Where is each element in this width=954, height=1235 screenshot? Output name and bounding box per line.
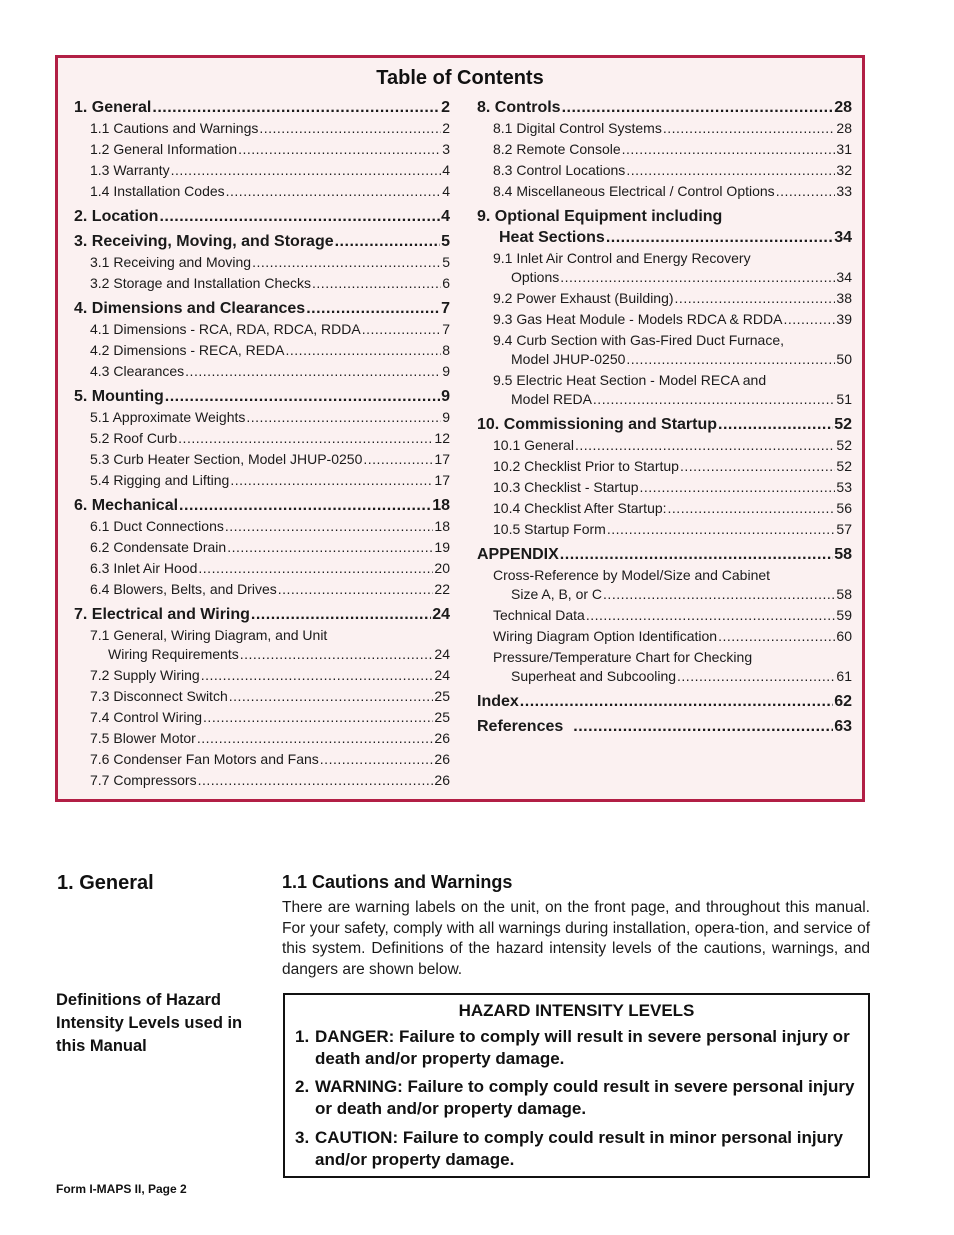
toc-dot-leader: [560, 269, 835, 285]
toc-subsection-entry: [493, 437, 852, 453]
toc-entry-title: 5. Mounting: [74, 388, 164, 405]
toc-dot-leader: [179, 497, 431, 515]
toc-page-number: 20: [434, 560, 450, 576]
toc-subsection-entry: [493, 332, 852, 348]
toc-dot-leader: [246, 409, 441, 425]
toc-page-number: 24: [432, 606, 450, 623]
toc-entry-title: 5.1 Approximate Weights: [90, 409, 246, 425]
toc-subsection-entry: [511, 269, 852, 285]
toc-dot-leader: [626, 162, 835, 178]
toc-page-number: 7: [441, 300, 450, 317]
toc-entry-title: Options: [511, 269, 560, 285]
toc-section-entry: [477, 693, 852, 711]
toc-page-number: 12: [434, 430, 450, 446]
toc-entry-title: Model JHUP-0250: [511, 351, 626, 367]
toc-dot-leader: [677, 668, 835, 684]
toc-entry-title: 7.2 Supply Wiring: [90, 667, 200, 683]
toc-dot-leader: [229, 688, 434, 704]
toc-page-number: 58: [834, 546, 852, 563]
toc-entry-title: Model REDA: [511, 391, 592, 407]
toc-page-number: 4: [442, 183, 450, 199]
toc-entry-title: 4.3 Clearances: [90, 363, 185, 379]
hazard-item-text: CAUTION: Failure to comply could result in minor personal injury and/or property damage.: [315, 1128, 844, 1169]
toc-entry-title: 8.2 Remote Console: [493, 141, 621, 157]
toc-dot-leader: [198, 772, 434, 788]
toc-entry-title: References: [477, 718, 564, 735]
toc-entry-title: 10.5 Startup Form: [493, 521, 606, 537]
toc-entry-title: Cross-Reference by Model/Size and Cabinet: [493, 567, 771, 583]
toc-title: Table of Contents: [376, 67, 544, 89]
toc-page-number: 17: [434, 472, 450, 488]
toc-dot-leader: [607, 521, 836, 537]
toc-entry-title: Wiring Requirements: [108, 646, 239, 662]
toc-entry-title: 6.4 Blowers, Belts, and Drives: [90, 581, 277, 597]
toc-page-number: 9: [441, 388, 450, 405]
toc-entry-title: Pressure/Temperature Chart for Checking: [493, 649, 753, 665]
hazard-title: HAZARD INTENSITY LEVELS: [458, 1001, 695, 1020]
toc-page-number: 9: [442, 409, 450, 425]
toc-subsection-entry: [493, 183, 852, 199]
toc-section-entry: [477, 546, 852, 564]
toc-entry-title: Wiring Diagram Option Identification: [493, 628, 718, 644]
toc-entry-title: 2. Location: [74, 208, 159, 225]
toc-entry-title: 8.1 Digital Control Systems: [493, 120, 662, 136]
hazard-item-number: 1.: [295, 1027, 310, 1046]
toc-dot-leader: [593, 391, 836, 407]
toc-entry-title: 7.4 Control Wiring: [90, 709, 203, 725]
toc-entry-title: 1. General: [74, 99, 152, 116]
toc-page-number: 57: [836, 521, 852, 537]
toc-subsection-entry: [493, 141, 852, 157]
hazard-item-text: WARNING: Failure to comply could result in severe personal injury or death and/or property damage.: [315, 1077, 855, 1118]
toc-section-entry: [74, 497, 450, 515]
toc-dot-leader: [252, 254, 441, 270]
toc-entry-title: 5.3 Curb Heater Section, Model JHUP-0250: [90, 451, 363, 467]
toc-page-number: 9: [442, 363, 450, 379]
toc-entry-title: 9.2 Power Exhaust (Building): [493, 290, 674, 306]
toc-page-number: 34: [836, 269, 852, 285]
toc-section-entry: [499, 229, 852, 247]
toc-entry-title: 4.2 Dimensions - RECA, REDA: [90, 342, 285, 358]
toc-subsection-entry: [511, 351, 852, 367]
toc-page-number: 4: [442, 162, 450, 178]
toc-dot-leader: [320, 751, 434, 767]
toc-dot-leader: [586, 607, 836, 623]
hazard-item-warning: [295, 1076, 860, 1120]
toc-subsection-entry: [493, 479, 852, 495]
toc-page-number: 18: [432, 497, 450, 514]
toc-entry-title: 8. Controls: [477, 99, 561, 116]
toc-page-number: 58: [836, 586, 852, 602]
toc-page-number: 56: [836, 500, 852, 516]
toc-dot-leader: [680, 458, 835, 474]
toc-dot-leader: [606, 229, 833, 247]
toc-dot-leader: [203, 709, 433, 725]
toc-entry-title: APPENDIX: [477, 546, 559, 563]
toc-page-number: 5: [441, 233, 450, 250]
toc-page-number: 33: [836, 183, 852, 199]
toc-page-number: 51: [836, 391, 852, 407]
toc-page-number: 26: [434, 730, 450, 746]
toc-dot-leader: [197, 730, 434, 746]
toc-subsection-entry: [90, 709, 450, 725]
toc-dot-leader: [159, 208, 440, 226]
toc-page-number: 8: [442, 342, 450, 358]
toc-page-number: 26: [434, 772, 450, 788]
toc-subsection-entry: [90, 667, 450, 683]
toc-dot-leader: [171, 162, 442, 178]
toc-subsection-entry: [90, 342, 450, 358]
toc-dot-leader: [562, 99, 834, 117]
toc-dot-leader: [776, 183, 836, 199]
toc-entry-title: 10.2 Checklist Prior to Startup: [493, 458, 679, 474]
toc-entry-title: 9.1 Inlet Air Control and Energy Recovery: [493, 250, 751, 266]
toc-page-number: 59: [836, 607, 852, 623]
toc-entry-title: 1.1 Cautions and Warnings: [90, 120, 259, 136]
toc-subsection-entry: [90, 751, 450, 767]
toc-page-number: 5: [442, 254, 450, 270]
toc-entry-title: 7.1 General, Wiring Diagram, and Unit: [90, 627, 328, 643]
toc-subsection-entry: [493, 521, 852, 537]
toc-entry-title: 6. Mechanical: [74, 497, 179, 514]
toc-entry-title: 9.3 Gas Heat Module - Models RDCA & RDDA: [493, 311, 783, 327]
toc-subsection-entry: [90, 539, 450, 555]
toc-subsection-entry: [493, 162, 852, 178]
toc-subsection-entry: [493, 567, 852, 583]
toc-entry-title: 9.4 Curb Section with Gas-Fired Duct Furnace,: [493, 332, 785, 348]
toc-page-number: 52: [836, 458, 852, 474]
toc-subsection-entry: [90, 627, 450, 643]
toc-dot-leader: [230, 472, 433, 488]
toc-dot-leader: [312, 275, 441, 291]
toc-entry-title: 8.3 Control Locations: [493, 162, 626, 178]
toc-entry-title: 10.1 General: [493, 437, 574, 453]
toc-page-number: 50: [836, 351, 852, 367]
toc-subsection-entry: [90, 772, 450, 788]
toc-entry-title: 7.7 Compressors: [90, 772, 197, 788]
toc-entry-title: 1.2 General Information: [90, 141, 238, 157]
toc-dot-leader: [640, 479, 836, 495]
toc-subsection-entry: [493, 607, 852, 623]
toc-subsection-entry: [90, 254, 450, 270]
toc-entry-title: Heat Sections: [499, 229, 605, 246]
toc-subsection-entry: [90, 518, 450, 534]
toc-subsection-entry: [108, 646, 450, 662]
toc-section-entry: [74, 606, 450, 624]
toc-page-number: 61: [836, 668, 852, 684]
toc-subsection-entry: [511, 391, 852, 407]
toc-subsection-entry: [493, 290, 852, 306]
toc-entry-title: 7.5 Blower Motor: [90, 730, 196, 746]
toc-dot-leader: [675, 290, 836, 306]
toc-subsection-entry: [511, 586, 852, 602]
toc-page-number: 39: [836, 311, 852, 327]
toc-subsection-entry: [90, 183, 450, 199]
toc-dot-leader: [259, 120, 441, 136]
toc-dot-leader: [718, 416, 833, 434]
toc-subsection-entry: [90, 430, 450, 446]
page-footer: Form I-MAPS II, Page 2: [56, 1182, 187, 1196]
toc-page-number: 62: [834, 693, 852, 710]
toc-page-number: 32: [836, 162, 852, 178]
toc-entry-title: Size A, B, or C: [511, 586, 603, 602]
toc-entry-title: 9. Optional Equipment including: [477, 208, 723, 225]
toc-dot-leader: [178, 430, 433, 446]
toc-section-entry: [74, 233, 450, 251]
toc-page-number: 6: [442, 275, 450, 291]
toc-section-entry: [477, 208, 852, 226]
toc-dot-leader: [783, 311, 835, 327]
section-heading: 1. General: [57, 872, 154, 894]
toc-page-number: 34: [834, 229, 852, 246]
toc-page-number: 26: [434, 751, 450, 767]
toc-dot-leader: [622, 141, 836, 157]
toc-page-number: 31: [836, 141, 852, 157]
toc-page-number: 22: [434, 581, 450, 597]
toc-entry-title: 3.1 Receiving and Moving: [90, 254, 252, 270]
hazard-item-danger: [295, 1026, 860, 1070]
toc-subsection-entry: [90, 451, 450, 467]
toc-subsection-entry: [90, 409, 450, 425]
toc-subsection-entry: [90, 120, 450, 136]
toc-dot-leader: [240, 646, 434, 662]
toc-entry-title: 8.4 Miscellaneous Electrical / Control Options: [493, 183, 775, 199]
toc-page-number: 38: [836, 290, 852, 306]
toc-subsection-entry: [493, 120, 852, 136]
toc-dot-leader: [575, 437, 835, 453]
toc-dot-leader: [225, 518, 434, 534]
toc-entry-title: Technical Data: [493, 607, 585, 623]
toc-section-entry: [74, 388, 450, 406]
toc-page-number: 7: [442, 321, 450, 337]
toc-dot-leader: [286, 342, 442, 358]
toc-dot-leader: [251, 606, 431, 624]
toc-page-number: 25: [434, 688, 450, 704]
toc-page-number: 24: [434, 646, 450, 662]
toc-dot-leader: [668, 500, 836, 516]
toc-page-number: 18: [434, 518, 450, 534]
toc-entry-title: 3. Receiving, Moving, and Storage: [74, 233, 334, 250]
toc-dot-leader: [603, 586, 835, 602]
hazard-item-number: 2.: [295, 1077, 310, 1096]
toc-page-number: 17: [434, 451, 450, 467]
toc-subsection-entry: [493, 500, 852, 516]
toc-subsection-entry: [493, 250, 852, 266]
toc-dot-leader: [663, 120, 836, 136]
toc-dot-leader: [520, 693, 833, 711]
toc-page-number: 52: [836, 437, 852, 453]
toc-dot-leader: [185, 363, 441, 379]
toc-page-number: 3: [442, 141, 450, 157]
toc-dot-leader: [278, 581, 434, 597]
toc-dot-leader: [335, 233, 440, 251]
toc-dot-leader: [626, 351, 835, 367]
toc-entry-title: 7.6 Condenser Fan Motors and Fans: [90, 751, 319, 767]
toc-entry-title: 7. Electrical and Wiring: [74, 606, 250, 623]
toc-page-number: 24: [434, 667, 450, 683]
toc-subsection-entry: [90, 688, 450, 704]
toc-entry-title: 10.4 Checklist After Startup:: [493, 500, 667, 516]
toc-dot-leader: [560, 546, 833, 564]
toc-dot-leader: [573, 718, 833, 736]
toc-subsection-entry: [90, 730, 450, 746]
toc-section-entry: [477, 99, 852, 117]
toc-subsection-entry: [493, 458, 852, 474]
toc-subsection-entry: [511, 668, 852, 684]
hazard-box: [283, 993, 870, 1178]
toc-entry-title: 1.3 Warranty: [90, 162, 170, 178]
toc-entry-title: 10.3 Checklist - Startup: [493, 479, 639, 495]
toc-dot-leader: [306, 300, 440, 318]
table-of-contents: [55, 55, 865, 802]
toc-dot-leader: [201, 667, 434, 683]
toc-entry-title: 3.2 Storage and Installation Checks: [90, 275, 312, 291]
toc-dot-leader: [227, 539, 433, 555]
toc-subsection-entry: [90, 321, 450, 337]
toc-entry-title: 9.5 Electric Heat Section - Model RECA and: [493, 372, 767, 388]
toc-page-number: 25: [434, 709, 450, 725]
toc-subsection-entry: [90, 581, 450, 597]
toc-subsection-entry: [90, 162, 450, 178]
toc-subsection-entry: [493, 311, 852, 327]
toc-page-number: 19: [434, 539, 450, 555]
toc-page-number: 2: [441, 99, 450, 116]
toc-entry-title: 1.4 Installation Codes: [90, 183, 225, 199]
toc-page-number: 28: [836, 120, 852, 136]
toc-subsection-entry: [493, 372, 852, 388]
toc-subsection-entry: [90, 275, 450, 291]
toc-subsection-entry: [493, 649, 852, 665]
toc-subsection-entry: [90, 560, 450, 576]
toc-dot-leader: [362, 321, 441, 337]
toc-subsection-entry: [493, 628, 852, 644]
toc-page-number: 2: [442, 120, 450, 136]
toc-subsection-entry: [90, 363, 450, 379]
toc-dot-leader: [718, 628, 835, 644]
toc-subsection-entry: [90, 141, 450, 157]
toc-dot-leader: [238, 141, 441, 157]
toc-entry-title: Superheat and Subcooling: [511, 668, 677, 684]
toc-entry-title: 7.3 Disconnect Switch: [90, 688, 228, 704]
toc-dot-leader: [198, 560, 433, 576]
toc-page-number: 4: [441, 208, 450, 225]
hazard-item-number: 3.: [295, 1128, 310, 1147]
toc-entry-title: 4.1 Dimensions - RCA, RDA, RDCA, RDDA: [90, 321, 361, 337]
hazard-item-text: DANGER: Failure to comply will result in severe personal injury or death and/or property damage.: [315, 1027, 850, 1068]
toc-section-entry: [74, 300, 450, 318]
toc-page-number: 63: [834, 718, 852, 735]
toc-section-entry: [477, 718, 852, 736]
hazard-item-caution: [295, 1127, 860, 1171]
intro-paragraph: There are warning labels on the unit, on the front page, and throughout this manual. For your safety, comply with all warnings during installation, opera-tion, and service of this system. Definitions of the hazard intensity levels of the cautions, warnings, and dangers are shown below.: [282, 899, 870, 978]
toc-dot-leader: [152, 99, 440, 117]
toc-entry-title: 6.1 Duct Connections: [90, 518, 224, 534]
toc-dot-leader: [363, 451, 433, 467]
toc-section-entry: [74, 99, 450, 117]
toc-entry-title: 6.3 Inlet Air Hood: [90, 560, 198, 576]
subsection-heading: 1.1 Cautions and Warnings: [282, 872, 513, 892]
toc-page-number: 53: [836, 479, 852, 495]
toc-entry-title: 6.2 Condensate Drain: [90, 539, 227, 555]
toc-dot-leader: [226, 183, 442, 199]
toc-entry-title: 5.2 Roof Curb: [90, 430, 178, 446]
toc-entry-title: 10. Commissioning and Startup: [477, 416, 718, 433]
toc-section-entry: [477, 416, 852, 434]
toc-page-number: 52: [834, 416, 852, 433]
toc-entry-title: 5.4 Rigging and Lifting: [90, 472, 230, 488]
toc-page-number: 28: [834, 99, 852, 116]
toc-entry-title: Index: [477, 693, 519, 710]
toc-page-number: 60: [836, 628, 852, 644]
toc-section-entry: [74, 208, 450, 226]
toc-entry-title: 4. Dimensions and Clearances: [74, 300, 306, 317]
toc-subsection-entry: [90, 472, 450, 488]
side-note: Definitions of Hazard Intensity Levels used in this Manual: [56, 991, 243, 1055]
toc-dot-leader: [165, 388, 440, 406]
